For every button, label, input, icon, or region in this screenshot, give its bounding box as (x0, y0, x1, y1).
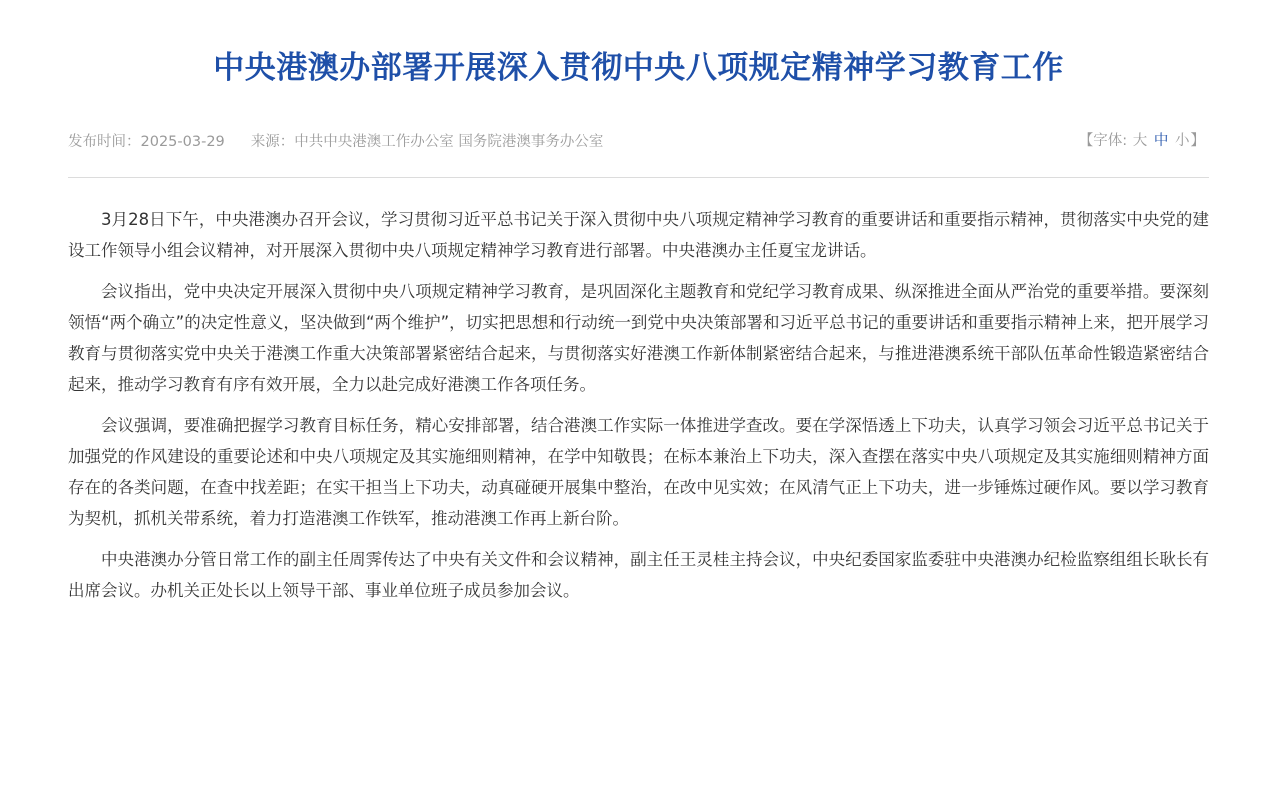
article-paragraph: 3月28日下午，中央港澳办召开会议，学习贯彻习近平总书记关于深入贯彻中央八项规定精神学习教育的重要讲话和重要指示精神，贯彻落实中央党的建设工作领导小组会议精神，对开展深入贯彻中央八项规定精神学习教育进行部署。中央港澳办主任夏宝龙讲话。 (68, 210, 1209, 260)
article-paragraph: 会议强调，要准确把握学习教育目标任务，精心安排部署，结合港澳工作实际一体推进学查改。要在学深悟透上下功夫，认真学习领会习近平总书记关于加强党的作风建设的重要论述和中央八项规定及其实施细则精神，在学中知敬畏；在标本兼治上下功夫，深入查摆在落实中央八项规定及其实施细则精神方面存在的各类问题，在查中找差距；在实干担当上下功夫，动真碰硬开展集中整治，在改中见实效；在风清气正上下功夫，进一步锤炼过硬作风。要以学习教育为契机，抓机关带系统，着力打造港澳工作铁军，推动港澳工作再上新台阶。 (68, 416, 1209, 528)
font-size-prefix: 【字体: (1078, 133, 1128, 149)
article-body (68, 204, 1209, 616)
publish-label: 发布时间： (68, 134, 141, 150)
publish-date: 2025-03-29 (140, 134, 225, 150)
font-size-medium-button[interactable]: 中 (1153, 133, 1169, 149)
font-size-suffix: 】 (1190, 133, 1205, 149)
font-size-control (1079, 131, 1205, 151)
article-paragraph: 会议指出，党中央决定开展深入贯彻中央八项规定精神学习教育，是巩固深化主题教育和党纪学习教育成果、纵深推进全面从严治党的重要举措。要深刻领悟“两个确立”的决定性意义，坚决做到“两个维护”，切实把思想和行动统一到党中央决策部署和习近平总书记的重要讲话和重要指示精神上来，把开展学习教育与贯彻落实党中央关于港澳工作重大决策部署紧密结合起来，与贯彻落实好港澳工作新体制紧密结合起来，与推进港澳系统干部队伍革命性锻造紧密结合起来，推动学习教育有序有效开展，全力以赴完成好港澳工作各项任务。 (68, 282, 1209, 394)
font-size-small-button[interactable]: 小 (1175, 133, 1190, 149)
header-divider (68, 177, 1209, 178)
article-paragraph: 中央港澳办分管日常工作的副主任周霁传达了中央有关文件和会议精神，副主任王灵桂主持会议，中央纪委国家监委驻中央港澳办纪检监察组组长耿长有出席会议。办机关正处长以上领导干部、事业单位班子成员参加会议。 (68, 550, 1209, 600)
article-meta (68, 132, 603, 152)
source-label: 来源： (250, 134, 295, 150)
source-name: 中共中央港澳工作办公室 国务院港澳事务办公室 (294, 134, 604, 150)
font-size-large-button[interactable]: 大 (1132, 133, 1148, 149)
article-title: 中央港澳办部署开展深入贯彻中央八项规定精神学习教育工作 (213, 50, 1064, 86)
